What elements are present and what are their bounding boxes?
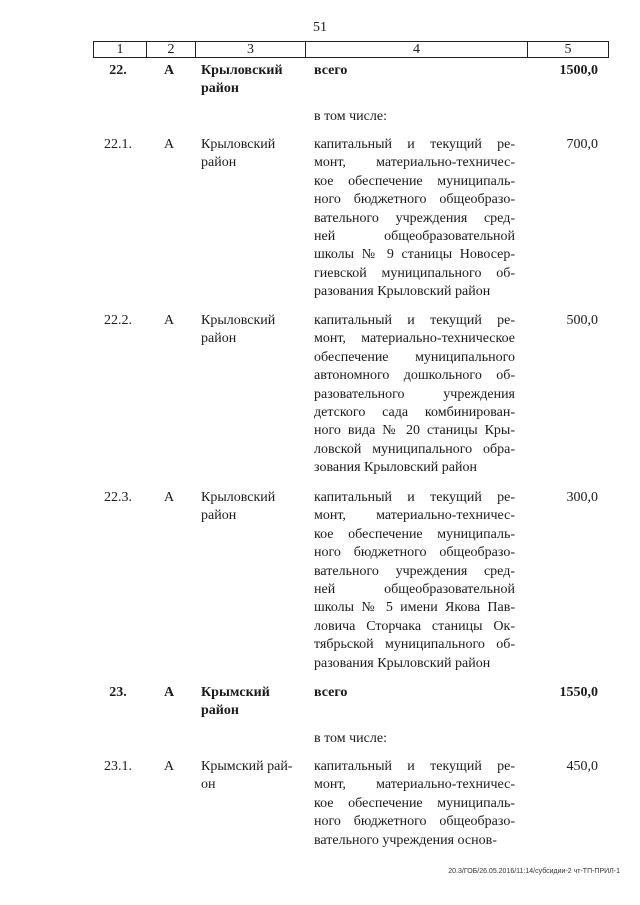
row-district: Крыловский район <box>201 313 276 347</box>
row-amount: 450,0 <box>566 759 598 774</box>
description-line: монт, материально-техническое <box>314 331 515 347</box>
row-district: Крымский район <box>201 685 270 719</box>
description-line: капитальный и текущий ре- <box>314 137 515 152</box>
row-category: А <box>164 759 175 774</box>
row-amount: 1500,0 <box>559 63 598 78</box>
row-description <box>314 489 515 673</box>
row-category: А <box>164 685 175 700</box>
description-line: ного бюджетного общеобразо- <box>314 192 515 208</box>
row-category: А <box>164 490 175 505</box>
row-description <box>314 684 515 702</box>
description-line: всего <box>314 685 348 700</box>
row-number: 23.1. <box>104 759 132 774</box>
row-district: Крыловский район <box>201 137 276 171</box>
description-line: ней общеобразовательной <box>314 228 515 244</box>
description-line: вательного учреждения основ- <box>314 832 497 848</box>
description-line: ловской муниципального обра- <box>314 441 515 457</box>
footer-code: 20.3/ГОБ/26.05.2016/11:14/субсидии-2 чт-ТП-ПРИЛ-1 <box>448 868 620 875</box>
row-number: 22. <box>109 63 127 78</box>
row-amount: 1550,0 <box>559 685 598 700</box>
row-description <box>314 62 515 80</box>
row-description <box>314 312 515 478</box>
subtotal-label: в том числе: <box>314 731 387 746</box>
description-line: автономного дошкольного об- <box>314 368 515 384</box>
description-line: монт, материально-техничес- <box>314 777 515 793</box>
header-cell-3: 3 <box>196 42 306 57</box>
description-line: детского сада комбинирован- <box>314 404 515 420</box>
description-line: ного вида № 20 станицы Кры- <box>314 423 515 439</box>
row-category: А <box>164 313 175 328</box>
description-line: ного бюджетного общеобразо- <box>314 814 515 830</box>
description-line: монт, материально-техничес- <box>314 155 515 171</box>
page-number: 51 <box>313 20 327 35</box>
description-line: вательного учреждения сред- <box>314 210 515 226</box>
description-line: капитальный и текущий ре- <box>314 490 515 505</box>
description-line: ней общеобразовательной <box>314 581 515 597</box>
row-amount: 500,0 <box>566 313 598 328</box>
row-district: Крыловский район <box>201 63 283 97</box>
description-line: разования Крыловский район <box>314 655 491 671</box>
header-cell-5: 5 <box>564 42 572 57</box>
description-line: школы № 9 станицы Новосер- <box>314 247 515 263</box>
row-number: 22.1. <box>104 137 132 152</box>
row-number: 22.2. <box>104 313 132 328</box>
description-line: гиевской муниципального об- <box>314 265 515 281</box>
description-line: зования Крыловский район <box>314 460 477 476</box>
description-line: монт, материально-техничес- <box>314 508 515 524</box>
row-district: Крыловский район <box>201 490 276 524</box>
header-cell-1: 1 <box>94 42 147 57</box>
row-description <box>314 136 515 302</box>
row-amount: 700,0 <box>566 137 598 152</box>
header-cell-2: 2 <box>147 42 196 57</box>
row-number: 22.3. <box>104 490 132 505</box>
description-line: ловича Сторчака станицы Ок- <box>314 618 515 634</box>
row-description <box>314 758 515 850</box>
description-line: капитальный и текущий ре- <box>314 759 515 774</box>
row-category: А <box>164 137 175 152</box>
table-header <box>93 41 609 58</box>
description-line: кое обеспечение муниципаль- <box>314 526 515 542</box>
row-number: 23. <box>109 685 127 700</box>
description-line: кое обеспечение муниципаль- <box>314 795 515 811</box>
row-amount: 300,0 <box>566 490 598 505</box>
description-line: школы № 5 имени Якова Пав- <box>314 600 515 616</box>
description-line: разования Крыловский район <box>314 284 491 300</box>
description-line: капитальный и текущий ре- <box>314 313 515 328</box>
description-line: всего <box>314 63 348 78</box>
description-line: вательного учреждения сред- <box>314 563 515 579</box>
description-line: тябрьской муниципального об- <box>314 637 515 653</box>
subtotal-label: в том числе: <box>314 109 387 124</box>
row-district: Крымский рай- он <box>201 759 293 793</box>
description-line: обеспечение муниципального <box>314 349 515 365</box>
description-line: кое обеспечение муниципаль- <box>314 173 515 189</box>
description-line: разовательного учреждения <box>314 386 515 402</box>
description-line: ного бюджетного общеобразо- <box>314 545 515 561</box>
header-cell-4: 4 <box>306 42 528 57</box>
row-category: А <box>164 63 175 78</box>
